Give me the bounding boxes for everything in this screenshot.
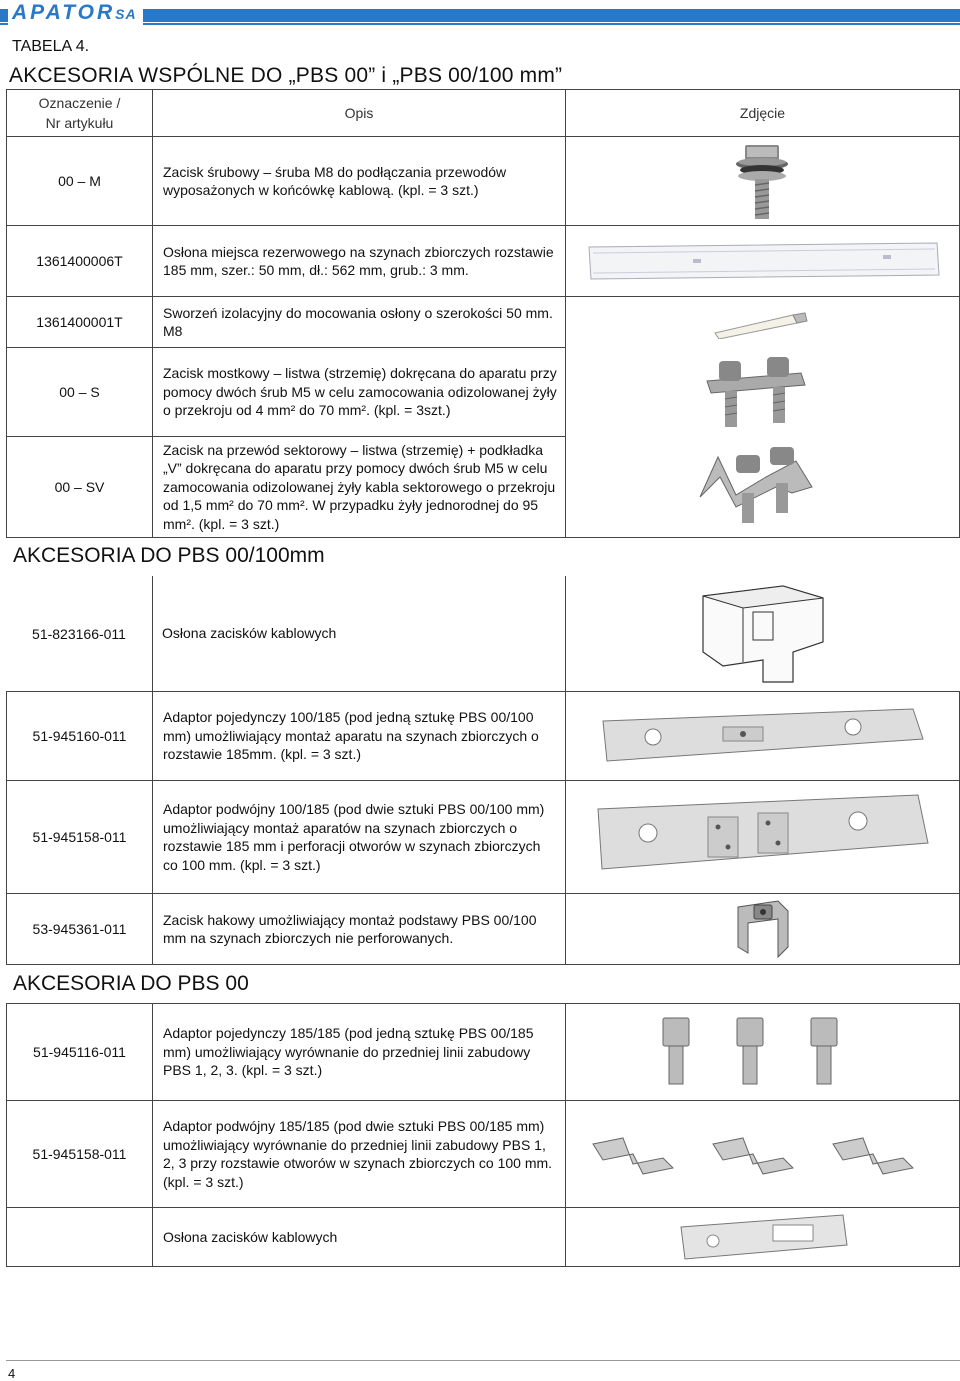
row-code (6, 1207, 153, 1267)
row-code: 51-945158-011 (6, 1100, 153, 1208)
row-code: 00 – M (6, 136, 153, 226)
row-photo-merged (565, 296, 960, 538)
row-photo (565, 225, 960, 297)
cable-clamp-cover-photo-icon (693, 582, 833, 686)
row-photo (565, 576, 960, 692)
section-title-pbs-00-100: AKCESORIA DO PBS 00/100mm (13, 544, 325, 567)
header-bar (0, 9, 960, 22)
row-desc-text: Zacisk śrubowy – śruba M8 do podłączania przewodów wyposażonych w końcówkę kablową. (kpl. = 3 szt.) (163, 163, 507, 198)
row-desc-text: Adaptor podwójny 185/185 (pod dwie sztuki PBS 00/185 mm) umożliwiający wyrównanie do przedniej linii zabudowy PBS 1, 2, 3 przy rozstawie otworów w szynach zbiorczych co 100 mm. (kpl. = 3 szt.) (163, 1118, 553, 1190)
row-desc (152, 780, 566, 894)
row-photo (565, 780, 960, 894)
row-code: 1361400001T (6, 296, 153, 348)
row-code: 51-823166-011 (6, 576, 153, 692)
row-desc-text: Adaptor pojedynczy 185/185 (pod jedną sztukę PBS 00/185 mm) umożliwiający wyrównanie do przedniej linii zabudowy PBS 1, 2, 3. (kpl. = 3 szt.) (163, 1025, 534, 1079)
row-desc-text: Osłona zacisków kablowych (162, 625, 337, 642)
spacer-adaptors-photo-icon (653, 1012, 873, 1092)
row-photo (565, 136, 960, 226)
row-desc (152, 691, 566, 781)
row-desc (152, 136, 566, 226)
row-desc (152, 225, 566, 297)
row-code: 51-945160-011 (6, 691, 153, 781)
hook-clamp-photo-icon (728, 897, 798, 961)
double-spacer-adaptors-photo-icon (583, 1124, 943, 1184)
row-desc-text: Adaptor podwójny 100/185 (pod dwie sztuki PBS 00/100 mm) umożliwiający montaż aparatów na szynach zbiorczych o rozstawie 185 mm i perforacji otworów w szynach zbiorczych co 100 mm. (kpl. = 3 szt.) (163, 801, 545, 873)
row-desc-text: Sworzeń izolacyjny do mocowania osłony o szerokości 50 mm. M8 (163, 304, 553, 339)
screw-photo-icon (723, 139, 803, 223)
header-code-line2: Nr artykułu (45, 115, 114, 131)
row-code: 00 – S (6, 347, 153, 437)
double-adaptor-photo-icon (588, 789, 938, 885)
sector-clamp-photo-icon (696, 437, 816, 527)
row-photo (565, 691, 960, 781)
page-number: 4 (8, 1366, 16, 1381)
row-desc-text: Adaptor pojedynczy 100/185 (pod jedną sztukę PBS 00/100 mm) umożliwiający montaż aparatu na szynach zbiorczych o rozstawie 185mm. (kpl. = 3 szt.) (163, 709, 539, 763)
header-code (6, 89, 153, 137)
bridge-clamp-photo-icon (701, 351, 811, 431)
row-photo (565, 1100, 960, 1208)
row-code: 00 – SV (6, 436, 153, 538)
row-photo (565, 1207, 960, 1267)
row-code: 51-945158-011 (6, 780, 153, 894)
cable-cover-photo-icon (673, 1211, 853, 1263)
row-desc-text: Zacisk na przewód sektorowy – listwa (strzemię) + podkładka „V” dokręcana do aparatu przy pomocy dwóch śrub M5 w celu zamocowania odizolowanej żyły kabla sektorowego o przekroju od 1,5 mm² do 70 mm². W przypadku żyły jednorodnej do 95 mm². (kpl. = 3 szt.) (163, 441, 556, 532)
header-code-line1: Oznaczenie / (38, 95, 121, 111)
row-desc (152, 1100, 566, 1208)
row-desc (152, 1207, 566, 1267)
row-code: 53-945361-011 (6, 893, 153, 965)
table-label: TABELA 4. (12, 38, 90, 55)
row-code: 1361400006T (6, 225, 153, 297)
insulating-pin-photo-icon (711, 311, 811, 339)
row-desc (152, 347, 566, 437)
row-photo (565, 1003, 960, 1101)
row-desc (152, 576, 566, 692)
cover-plate-photo-icon (583, 239, 943, 283)
row-desc (152, 1003, 566, 1101)
row-desc (152, 436, 566, 538)
row-photo (565, 893, 960, 965)
apator-logo: APATORSA (8, 1, 143, 25)
row-code: 51-945116-011 (6, 1003, 153, 1101)
row-desc (152, 893, 566, 965)
row-desc-text: Osłona miejsca rezerwowego na szynach zbiorczych rozstawie 185 mm, szer.: 50 mm, dł.: 562 mm, grub.: 3 mm. (163, 243, 554, 278)
row-desc-text: Osłona zacisków kablowych (163, 1228, 338, 1245)
single-adaptor-photo-icon (593, 701, 933, 771)
row-desc (152, 296, 566, 348)
row-desc-text: Zacisk mostkowy – listwa (strzemię) dokręcana do aparatu przy pomocy dwóch śrub M5 w celu zamocowania odizolowanej żyły o przekroju od 4 mm² do 70 mm². (kpl. = 3szt.) (163, 365, 557, 419)
page-title: AKCESORIA WSPÓLNE DO „PBS 00” i „PBS 00/100 mm” (9, 64, 563, 87)
header-photo: Zdjęcie (565, 89, 960, 137)
footer-rule (6, 1360, 960, 1361)
row-desc-text: Zacisk hakowy umożliwiający montaż podstawy PBS 00/100 mm na szynach zbiorczych nie perforowanych. (163, 911, 537, 946)
section-title-pbs-00: AKCESORIA DO PBS 00 (13, 972, 249, 995)
header-desc: Opis (152, 89, 566, 137)
header-rule (0, 23, 960, 25)
